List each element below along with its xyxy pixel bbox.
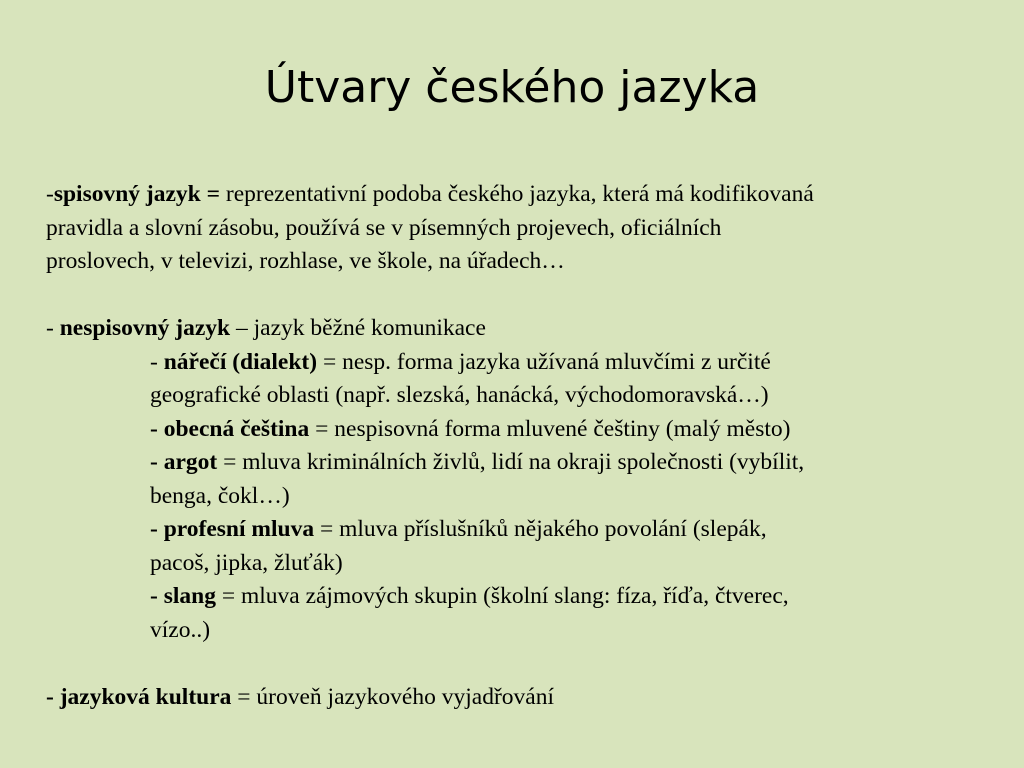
profesni-line2: pacoš, jipka, žluťák) bbox=[150, 549, 343, 576]
nespisovny-text: – jazyk běžné komunikace bbox=[230, 315, 486, 341]
obecna-term: - obecná čeština bbox=[150, 415, 310, 442]
argot-line2: benga, čokl…) bbox=[150, 482, 290, 509]
kultura-term: - jazyková kultura bbox=[46, 683, 232, 710]
nareci-prefix: - bbox=[150, 348, 164, 375]
nareci-definition bbox=[46, 346, 1006, 380]
spacer bbox=[46, 647, 1006, 681]
slang-line2: vízo..) bbox=[150, 616, 211, 643]
nareci-term: nářečí (dialekt) bbox=[163, 348, 318, 375]
spisovny-line2: pravidla a slovní zásobu, používá se v písemných projevech, oficiálních bbox=[46, 214, 722, 241]
kultura-definition bbox=[46, 681, 1006, 715]
spisovny-line1: reprezentativní podoba českého jazyka, která má kodifikovaná bbox=[220, 181, 814, 207]
spisovny-line3: proslovech, v televizi, rozhlase, ve škole, na úřadech… bbox=[46, 248, 565, 274]
profesni-term: - profesní mluva bbox=[150, 516, 315, 542]
nareci-line1: = nesp. forma jazyka užívaná mluvčími z určité bbox=[317, 348, 771, 375]
profesni-line1: = mluva příslušníků nějakého povolání (slepák, bbox=[314, 516, 767, 542]
profesni-definition bbox=[46, 513, 1006, 547]
argot-line1: = mluva kriminálních živlů, lidí na okraji společnosti (vybílit, bbox=[217, 449, 805, 475]
kultura-text: = úroveň jazykového vyjadřování bbox=[231, 683, 554, 710]
spacer bbox=[46, 279, 1006, 313]
obecna-text: = nespisovná forma mluvené češtiny (malý město) bbox=[309, 415, 791, 442]
slang-term: - slang bbox=[150, 583, 216, 609]
spisovny-term: spisovný jazyk = bbox=[53, 181, 221, 207]
nareci-line2: geografické oblasti (např. slezská, hanácká, východomoravská…) bbox=[150, 382, 769, 408]
slang-line1: = mluva zájmových skupin (školní slang: fíza, říďa, čtverec, bbox=[215, 583, 789, 609]
slang-definition bbox=[46, 580, 1006, 614]
obecna-definition bbox=[46, 413, 1006, 447]
slide-title: Útvary českého jazyka bbox=[264, 62, 760, 113]
argot-definition bbox=[46, 446, 1006, 480]
spisovny-prefix: - bbox=[46, 181, 54, 207]
nespisovny-prefix: - bbox=[46, 315, 60, 341]
spisovny-definition bbox=[46, 178, 1006, 212]
nespisovny-term: nespisovný jazyk bbox=[59, 315, 231, 341]
argot-term: - argot bbox=[150, 449, 218, 475]
slide-body bbox=[46, 178, 1006, 714]
nespisovny-definition bbox=[46, 312, 1006, 346]
